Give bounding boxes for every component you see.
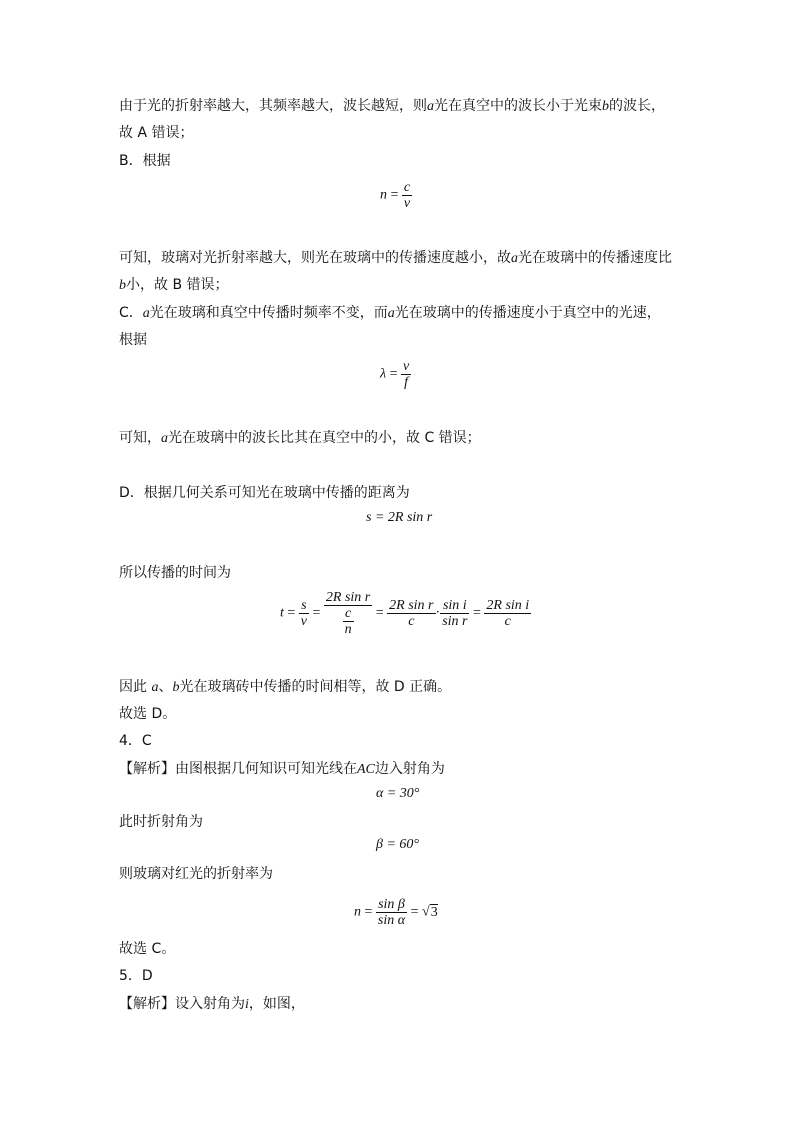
text-line xyxy=(119,303,661,324)
text-segment: 、 xyxy=(158,679,173,695)
eq-symbol: v xyxy=(403,196,411,211)
variable-a: a xyxy=(161,431,168,446)
fraction xyxy=(402,180,412,211)
eq-symbol: n xyxy=(344,622,352,637)
variable-b: b xyxy=(119,278,126,293)
question-number: 4．C xyxy=(119,733,152,749)
text-segment: 由于光的折射率越大，其频率越大，波长越短，则 xyxy=(119,98,427,114)
eq-symbol: 2R sin r xyxy=(389,598,434,613)
text-line: 所以传播的时间为 xyxy=(119,565,231,581)
eq-symbol: β = 60° xyxy=(376,837,420,852)
text-segment: C． xyxy=(119,305,143,321)
variable-b: b xyxy=(172,680,180,695)
text-line: 根据 xyxy=(119,332,147,348)
equation-n-c-v xyxy=(380,180,412,211)
eq-symbol: s = 2R sin r xyxy=(366,510,433,525)
text-segment: 可知，玻璃对光折射率越大，则光在玻璃中的传播速度越小，故 xyxy=(119,250,511,266)
eq-symbol: n xyxy=(380,187,387,203)
fraction xyxy=(299,598,309,629)
variable-ac: AC xyxy=(357,762,375,777)
equation-time xyxy=(280,590,531,637)
question-number: 5．D xyxy=(119,968,153,984)
eq-symbol: λ xyxy=(380,366,387,382)
fraction xyxy=(343,606,354,637)
equation-beta xyxy=(376,837,419,853)
variable-i: i xyxy=(245,997,249,1012)
text-line: 则玻璃对红光的折射率为 xyxy=(119,866,273,882)
eq-symbol: sin i xyxy=(442,598,467,613)
eq-symbol: v xyxy=(300,614,308,629)
text-segment: 因此 xyxy=(119,679,147,695)
eq-symbol: α = 30° xyxy=(376,786,420,801)
text-line: D．根据几何关系可知光在玻璃中传播的距离为 xyxy=(119,485,410,501)
text-segment: 光在玻璃中的传播速度小于真空中的光速， xyxy=(394,305,661,321)
text-line: 故 A 错误； xyxy=(119,125,194,141)
text-segment: 的波长， xyxy=(609,98,665,114)
text-segment: 小，故 B 错误； xyxy=(126,277,229,293)
eq-symbol: sin β xyxy=(378,897,405,912)
text-segment: 光在玻璃中的传播速度比 xyxy=(518,250,672,266)
text-segment: 光在玻璃和真空中传播时频率不变，而 xyxy=(149,305,388,321)
eq-symbol: · xyxy=(435,605,441,621)
text-segment: 边入射角为 xyxy=(374,761,445,777)
variable-a: a xyxy=(511,251,518,266)
sqrt-symbol: √ xyxy=(422,904,430,920)
eq-symbol: 2R sin i xyxy=(486,598,530,613)
text-segment: 光在真空中的波长小于光束 xyxy=(434,98,602,114)
variable-a: a xyxy=(151,680,159,695)
eq-symbol: = xyxy=(364,904,373,920)
eq-symbol: = xyxy=(375,605,384,621)
fraction xyxy=(387,598,435,629)
equation-refractive-index xyxy=(354,897,438,928)
fraction xyxy=(440,598,469,629)
eq-symbol: c xyxy=(504,614,511,629)
fraction xyxy=(401,359,411,390)
variable-a: a xyxy=(427,99,434,114)
variable-a: a xyxy=(142,306,150,321)
text-line: 故选 C。 xyxy=(119,941,176,957)
eq-symbol: = xyxy=(472,605,481,621)
text-segment: 【解析】由图根据几何知识可知光线在 xyxy=(119,761,357,777)
eq-symbol: = xyxy=(287,605,296,621)
text-segment: 【解析】设入射角为 xyxy=(119,996,245,1012)
eq-symbol: c xyxy=(408,614,415,629)
text-segment: 光在玻璃砖中传播的时间相等，故 D 正确。 xyxy=(179,679,452,695)
eq-symbol: t xyxy=(280,605,284,621)
text-line: 故选 D。 xyxy=(119,706,177,722)
eq-symbol: = xyxy=(390,187,399,203)
eq-symbol: = xyxy=(312,605,321,621)
fraction xyxy=(324,590,372,637)
eq-symbol: c xyxy=(403,180,411,195)
eq-symbol: v xyxy=(402,359,410,374)
text-line: 此时折射角为 xyxy=(119,814,203,830)
eq-symbol: c xyxy=(344,606,352,621)
fraction xyxy=(484,598,531,629)
text-line xyxy=(119,994,305,1015)
variable-b: b xyxy=(602,99,609,114)
eq-symbol: = xyxy=(389,366,398,382)
eq-symbol: n xyxy=(354,904,361,920)
eq-symbol: sin α xyxy=(377,913,406,928)
text-line xyxy=(119,759,445,780)
fraction xyxy=(376,897,407,928)
eq-symbol: f xyxy=(404,375,409,390)
text-line xyxy=(119,96,665,117)
equation-lambda xyxy=(380,359,411,390)
text-segment: 光在玻璃中的波长比其在真空中的小，故 C 错误； xyxy=(168,430,481,446)
text-line xyxy=(119,275,229,296)
text-segment: 可知， xyxy=(119,430,161,446)
eq-symbol: s xyxy=(301,598,307,613)
eq-symbol: = xyxy=(410,904,419,920)
text-segment: ，如图， xyxy=(248,996,305,1012)
text-line: B．根据 xyxy=(119,153,171,169)
eq-symbol: 2R sin r xyxy=(325,590,371,605)
equation-distance xyxy=(366,510,432,526)
text-line xyxy=(119,428,481,449)
text-line xyxy=(119,677,451,698)
text-line xyxy=(119,248,672,269)
eq-symbol: sin r xyxy=(442,614,468,629)
variable-a: a xyxy=(387,306,395,321)
eq-symbol: 3 xyxy=(430,904,438,920)
equation-alpha xyxy=(376,786,419,802)
